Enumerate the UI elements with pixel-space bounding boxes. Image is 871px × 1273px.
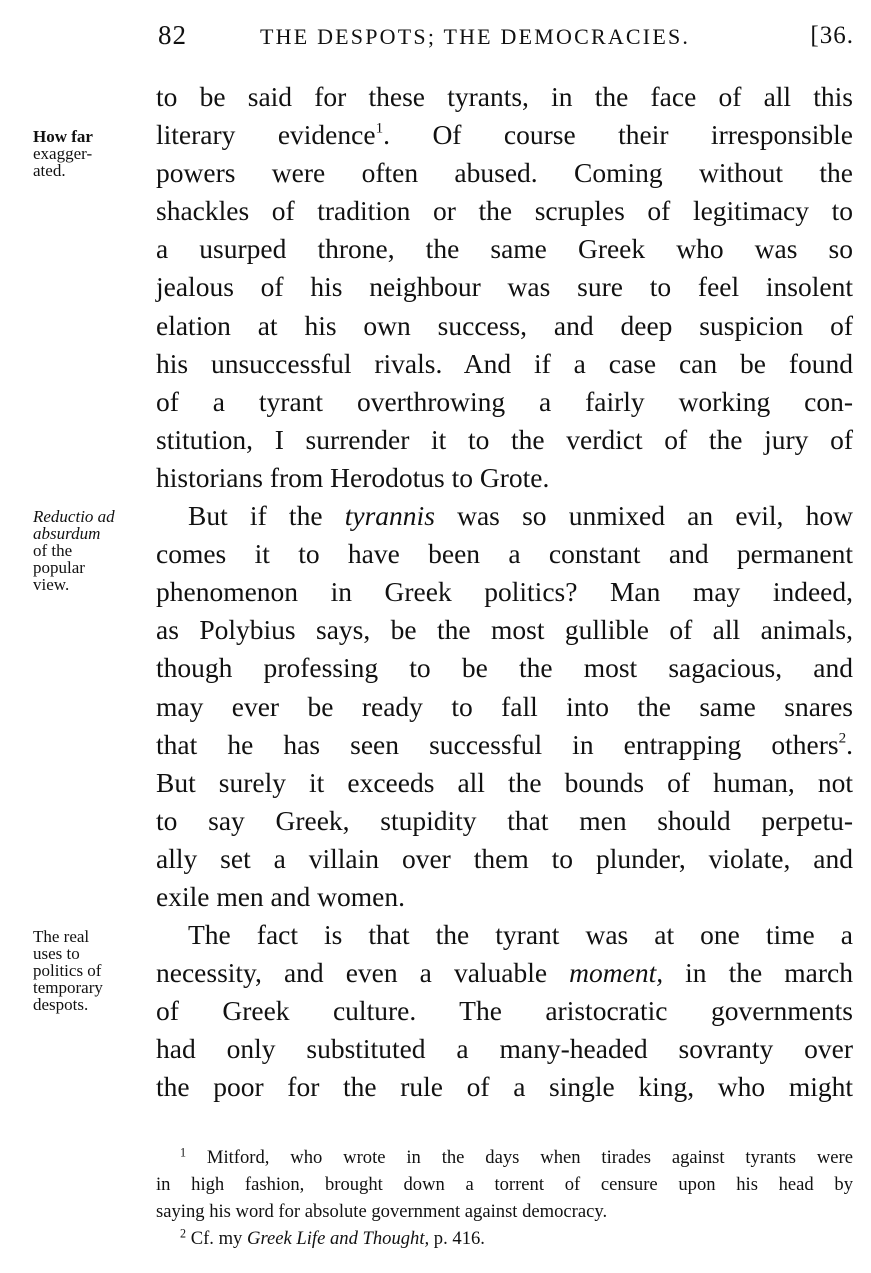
footnotes <box>156 1144 853 1252</box>
text-line: historians from Herodotus to Grote. <box>156 461 550 493</box>
running-title: THE DESPOTS; THE DEMOCRACIES. <box>260 24 691 49</box>
margin-note-how-far-exaggerated <box>33 128 153 179</box>
footnote-2-line <box>156 1225 853 1252</box>
footnote-1-line: in high fashion, brought down a torrent of censure upon his head by <box>156 1174 853 1195</box>
footnote-1-line <box>156 1144 853 1171</box>
margin-note-line: absurdum <box>33 524 101 543</box>
text-span: necessity, and even a valuable <box>156 957 570 989</box>
body-text <box>156 78 853 1107</box>
footnote-ref-1: 1 <box>375 120 384 137</box>
text-line <box>156 497 853 535</box>
margin-note-line: ated. <box>33 161 66 180</box>
margin-note-line: view. <box>33 575 70 594</box>
text-line: jealous of his neighbour was sure to feel insolent <box>156 271 853 303</box>
italic-title: Greek Life and Thought, <box>247 1228 430 1249</box>
text-line: The fact is that the tyrant was at one time a <box>188 919 853 951</box>
margin-note-line: despots. <box>33 995 89 1014</box>
text-span: Cf. my <box>190 1228 248 1249</box>
text-line: of a tyrant overthrowing a fairly working con- <box>156 385 853 417</box>
margin-note-line: uses to <box>33 944 80 963</box>
text-line: ally set a villain over them to plunder, violate, and <box>156 842 853 874</box>
footnote-2-marker: 2 <box>180 1226 187 1241</box>
text-line: his unsuccessful rivals. And if a case can be found <box>156 347 853 379</box>
text-span: . Of course their irresponsible <box>383 119 853 151</box>
running-header <box>156 20 856 60</box>
margin-note-line: of the <box>33 541 73 560</box>
margin-note-line: temporary <box>33 978 103 997</box>
page-number: 82 <box>158 20 187 50</box>
text-line: shackles of tradition or the scruples of legitimacy to <box>156 195 853 227</box>
italic-term: tyrannis <box>344 500 435 532</box>
text-span: that he has seen successful in entrapping others <box>156 728 839 760</box>
text-line: to be said for these tyrants, in the face of all this <box>156 81 853 112</box>
text-line: stitution, I surrender it to the verdict of the jury of <box>156 423 853 455</box>
text-line: had only substituted a many-headed sovranty over <box>156 1033 853 1065</box>
text-line: the poor for the rule of a single king, who might <box>156 1071 853 1103</box>
text-line: a usurped throne, the same Greek who was so <box>156 233 853 265</box>
text-line <box>156 116 853 154</box>
text-line <box>156 954 853 992</box>
text-span: . <box>846 728 853 760</box>
footnote-ref-2: 2 <box>838 730 847 747</box>
text-line: though professing to be the most sagacious, and <box>156 652 853 684</box>
section-number: [36. <box>810 22 854 49</box>
text-line: may ever be ready to fall into the same snares <box>156 690 853 722</box>
text-span: was so unmixed an evil, how <box>434 500 853 532</box>
footnote-1-line: saying his word for absolute government against democracy. <box>156 1201 608 1222</box>
footnote-1-marker: 1 <box>180 1145 187 1160</box>
text-line <box>156 726 853 764</box>
text-span: in the march <box>663 957 853 989</box>
text-line: as Polybius says, be the most gullible of all animals, <box>156 614 853 646</box>
text-line: comes it to have been a constant and permanent <box>156 538 853 570</box>
margin-note-line: How far <box>33 127 93 146</box>
text-span: Mitford, who wrote in the days when tirades against tyrants were <box>206 1147 853 1168</box>
text-line: elation at his own success, and deep suspicion of <box>156 309 853 341</box>
margin-note-line: exagger- <box>33 144 93 163</box>
text-span: But if the <box>188 500 345 532</box>
italic-term: moment, <box>569 957 664 989</box>
text-line: powers were often abused. Coming without the <box>156 157 853 189</box>
text-span: p. 416. <box>429 1228 485 1249</box>
text-line: of Greek culture. The aristocratic governments <box>156 995 853 1027</box>
text-line: phenomenon in Greek politics? Man may indeed, <box>156 576 853 608</box>
margin-note-reductio-ad-absurdum <box>33 508 153 593</box>
margin-note-real-uses <box>33 928 153 1013</box>
text-span: literary evidence <box>156 119 376 151</box>
text-line: to say Greek, stupidity that men should perpetu- <box>156 804 853 836</box>
margin-note-line: popular <box>33 558 85 577</box>
text-line: But surely it exceeds all the bounds of human, not <box>156 766 853 798</box>
text-line: exile men and women. <box>156 880 405 912</box>
margin-note-line: politics of <box>33 961 102 980</box>
margin-note-line: The real <box>33 927 90 946</box>
margin-note-line: Reductio ad <box>33 507 115 526</box>
